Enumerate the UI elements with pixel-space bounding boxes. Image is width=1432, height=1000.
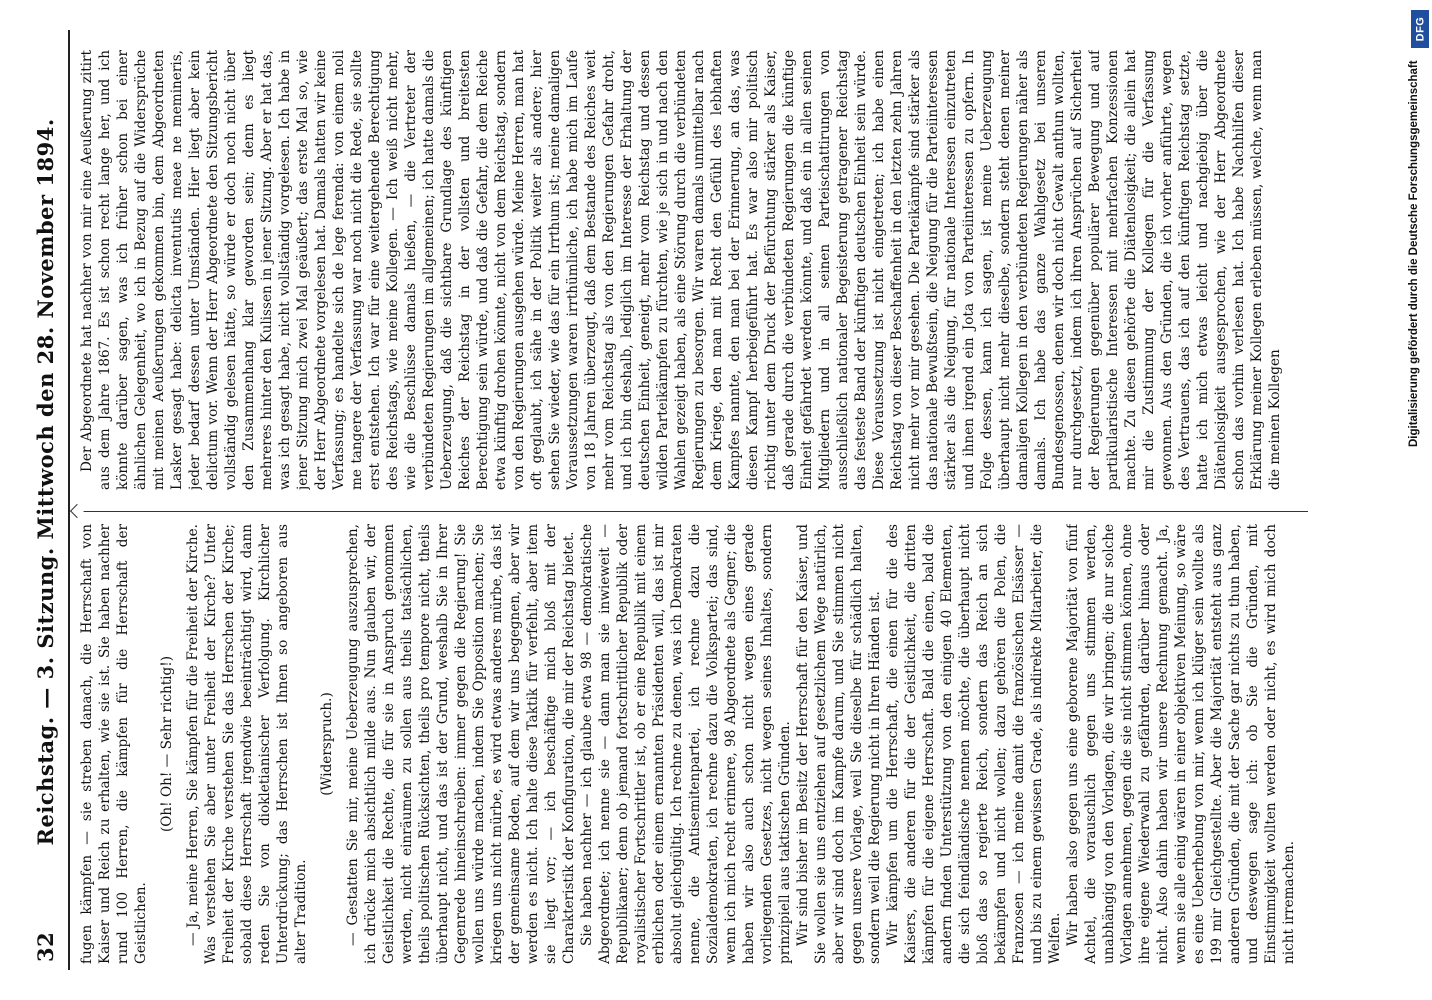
paragraph: Der Abgeordnete hat nachher von mir eine Aeußerung zitirt aus dem Jahre 1867. Es ist schon recht lange her, und ich könnte darüber sagen, was ich früher schon bei einer ähnlichen Gelegenheit, wo ich in Bezug auf die Widersprüche mit meinen Aeußerungen gekommen bin, dem Abgeordneten Lasker gesagt habe: delicta inventutis meae ne memineris, jeder bedarf dessen unter Umständen. Hier liegt aber kein delictum vor. Wenn der Herr Abgeordnete den Sitzungsbericht vollständig gelesen hätte, so würde er doch noch nicht über den Zusammenhang klar geworden sein; denn es liegt mehreres hinter den Kulissen in jener Sitzung. Aber er hat das, was ich gesagt habe, nicht vollständig vorgelesen. Ich habe in jener Sitzung mich zwei Mal geäußert; das erste Mal so, wie der Herr Abgeordnete vorgelesen hat. Damals hatten wir keine Verfassung; es handelte sich de lege ferenda: von einem noli me tangere der Verfassung war noch nicht die Rede, sie sollte erst entstehen. Ich war für eine weitergehende Berechtigung des Reichstags, wie meine Kollegen. — Ich weiß nicht mehr, wie die Beschlüsse damals hießen, — die Vertreter der verbündeten Regierungen im allgemeinen; ich hatte damals die Ueberzeugung, daß die sichtbare Grundlage des künftigen Reiches der Reichstag in der vollsten und breitesten Berechtigung sein würde, und daß die Gefahr, die dem Reiche etwa künftig drohen könnte, nicht von dem Reichstag, sondern von den Regierungen ausgehen würde. Meine Herren, man hat oft geglaubt, ich sähe in der Politik weiter als andere; hier sehen Sie wieder, wie das für ein Irrthum ist; meine damaligen Voraussetzungen waren irrthümliche, ich habe mich im Laufe von 18 Jahren überzeugt, daß dem Bestande des Reiches weit mehr vom Reichstag als von den Regierungen Gefahr droht, und ich bin deshalb, lediglich im Interesse der Erhaltung der deutschen Einheit, geneigt, mehr vom Reichstag und dessen wilden Parteikämpfen zu fürchten, wie je sich in und nach den Wahlen gezeigt haben, als eine Störung durch die verbündeten Regierungen zu besorgen. Wir waren damals unmittelbar nach dem Kriege, den man mit Recht den Gefühl des lebhaften Kampfes nannte, den man bei der Erinnerung, an das, was diesen Kampf herbeigeführt hat. Es war also mir politisch richtig unter dem Druck der Befürchtung stärker als Kaiser, daß gerade durch die verbündeten Regierungen die künftige Einheit gefährdet werden könnte, und daß ein in allen seinen Mitgliedern und in all seinen Parteischattirungen von ausschließlich nationaler Begeisterung getragener Reichstag das festeste Band der künftigen deutschen Einheit sein würde. Diese Voraussetzung ist nicht eingetreten; ich habe einen Reichstag von dieser Beschaffenheit in den letzten zehn Jahren nicht mehr vor mir gesehen. Die Parteikämpfe sind stärker als das nationale Bewußtsein, die Neigung für die Parteiinteressen stärker als die Neigung, für nationale Interessen einzutreten und ihnen irgend ein Jota von Parteiinteressen zu opfern. In Folge dessen, kann ich sagen, ist meine Ueberzeugung überhaupt nicht mehr dieselbe, sondern steht denen meiner damaligen Kollegen in den verbündeten Regierungen näher als damals. Ich habe das ganze Wahlgesetz bei unseren Bundesgenossen, denen wir doch nicht Gewalt anthun wollten, nur durchgesetzt, indem ich ihren Ansprüchen auf Sicherheit der Regierungen gegenüber populärer Bewegung und auf partikularistische Interessen mit mehrfachen Konzessionen machte. Zu diesen gehörte die Diätenlosigkeit; die allein hat mir die Zustimmung der Kollegen für die Verfassung gewonnen. Aus den Gründen, die ich vorher anführte, wegen des Vertrauens, das ich auf den künftigen Reichstag setzte, hatte ich mich etwas leicht und nachgiebig über die Diätenlosigkeit ausgesprochen, wie der Herr Abgeordnete schon das vorhin verlesen hat. Ich habe Nachhilfen dieser Erklärung meiner Kollegen erleben müssen, welche, wenn man die meinen Kollegen xyxy=(79,50,1283,490)
dfg-logo xyxy=(1411,10,1429,48)
header-rule xyxy=(68,30,70,970)
paragraph: Wir kämpfen um die Herrschaft, die einen für die des Kaisers, die anderen für die der Geistlichkeit, die dritten kämpfen für die eigene Herrschaft. Bald die einen, bald die andern finden Unterstützung von den einigen 40 Elementen, die sich feindländische nennen möchte, die überhaupt nicht bloß das so regierte Reich, sondern das Reich an sich bekämpfen und nicht wollen; dazu gehören die Polen, die Franzosen — ich meine damit die französischen Elsässer — und bis zu einem gewissen Grade, als indirekte Mitarbeiter, die Welfen. xyxy=(885,524,1063,964)
paragraph: — Gestatten Sie mir, meine Ueberzeugung auszusprechen, ich drücke mich absichtlich milde aus. Nun glauben wir, der Geistlichkeit die Rechte, die für sie in Anspruch genommen werden, nicht einräumen zu sollen aus theils tatsächlichen, theils politischen Rücksichten, theils pro tempore nicht, theils überhaupt nicht, und das ist der Grund, weshalb Sie in Ihrer Gegenrede hineinschreiben: immer gegen die Regierung! Sie wollen uns würde machen, indem Sie Opposition machen; Sie kriegen uns nicht mürbe, es wird etwas anderes mürbe, das ist der gemeinsame Boden, auf dem wir uns begegnen, aber wir werden es nicht. Ich halte diese Taktik für verfehlt, aber item sie liegt vor; — ich beschäftige mich bloß mit der Charakteristik der Konfiguration, die mir der Reichstag bietet. xyxy=(345,524,577,964)
right-column xyxy=(78,50,1308,490)
dfg-logo-text: DFG xyxy=(1414,16,1427,42)
running-head xyxy=(28,32,62,962)
interjection: (Oh! Oh! — Sehr richtig!) xyxy=(159,656,175,833)
paragraph: Wir sind bisher im Besitz der Herrschaft für den Kaiser, und Sie wollen sie uns entziehen auf gesetzlichem Wege natürlich, aber wir sind doch im Kampfe darum, und Sie stimmen nicht gegen unsere Vorlage, weil Sie dieselbe für schädlich halten, sondern weil die Regierung nicht in Ihren Händen ist. xyxy=(795,524,883,964)
paragraph: Sie haben nachher — ich glaube etwa 98 — demokratische Abgeordnete; ich nenne sie — dann man sie inwieweit — Republikaner; denn ob jemand fortschrittlicher Republik oder royalistischer Fortschrittler ist, ob er eine Republik mit einem erblichen oder einem ernannten Präsidenten will, das ist mir absolut gleichgültig. Ich rechne zu denen, was ich Demokraten nenne, die Antisemitenpartei, ich rechne dazu die Sozialdemokraten, ich rechne dazu die Volkspartei; das sind, wenn ich mich recht erinnere, 98 Abgeordnete als Gegner; die haben wir also auch schon nicht wegen eines gerade vorliegenden Gesetzes, nicht wegen seines Inhaltes, sondern prinzipiell aus taktischen Gründen. xyxy=(579,524,793,964)
running-title: Reichstag. — 3. Sitzung. Mittwoch den 28. November 1894. xyxy=(32,118,58,846)
credit-text: Digitalisierung gefördert durch die Deutsche Forschungsgemeinschaft xyxy=(1408,60,1420,447)
paragraph: Wir haben also gegen uns eine geborene Majorität von fünf Achtel, die vorauschlich gegen uns stimmen werden, unabhängig von den Vorlagen, die wir bringen; die nur solche Vorlagen annehmen, gegen die sie nicht stimmen können, ohne ihre eigene Wiederwahl zu gefährden, darüber hinaus oder nicht. Also dahin haben wir unsere Rechnung gemacht. Ja, wenn sie alle einig wären in einer objektiven Meinung, so wäre es eine Ueberhebung von mir, wenn ich klüger sein wollte als 199 mir Gleichgestellte. Aber die Majorität entsteht aus ganz anderen Gründen, die mit der Sache gar nichts zu thun haben, und deswegen sage ich: ob Sie die Gründen, mit Einstimmigkeit wollten werden oder nicht, es wird mich doch nicht irremachen. xyxy=(1065,524,1297,964)
left-column xyxy=(78,524,1308,964)
page-number: 32 xyxy=(32,931,58,962)
paragraph: fugen kämpfen — sie streben danach, die Herrschaft von Kaiser und Reich zu erhalten, wie sie ist. Sie haben nachher rund 100 Herren, die kämpfen für die Herrschaft der Geistlichen. xyxy=(79,524,149,964)
document-page xyxy=(20,20,1310,980)
digitization-credit xyxy=(1408,0,1432,1000)
column-divider xyxy=(78,511,1308,512)
paragraph: — Ja, meine Herren, Sie kämpfen für die Freiheit der Kirche. Was verstehen Sie aber unter Freiheit der Kirche? Unter Freiheit der Kirche verstehen Sie das Herrschen der Kirche; sobald diese Herrschaft irgendwie beeinträchtigt wird, dann reden Sie von diokletianischer Verfolgung. Kirchlicher Unterdrückung; das Herrschen ist Ihnen so angeboren aus alter Tradition. xyxy=(185,524,309,964)
interjection: (Widerspruch.) xyxy=(319,692,335,796)
